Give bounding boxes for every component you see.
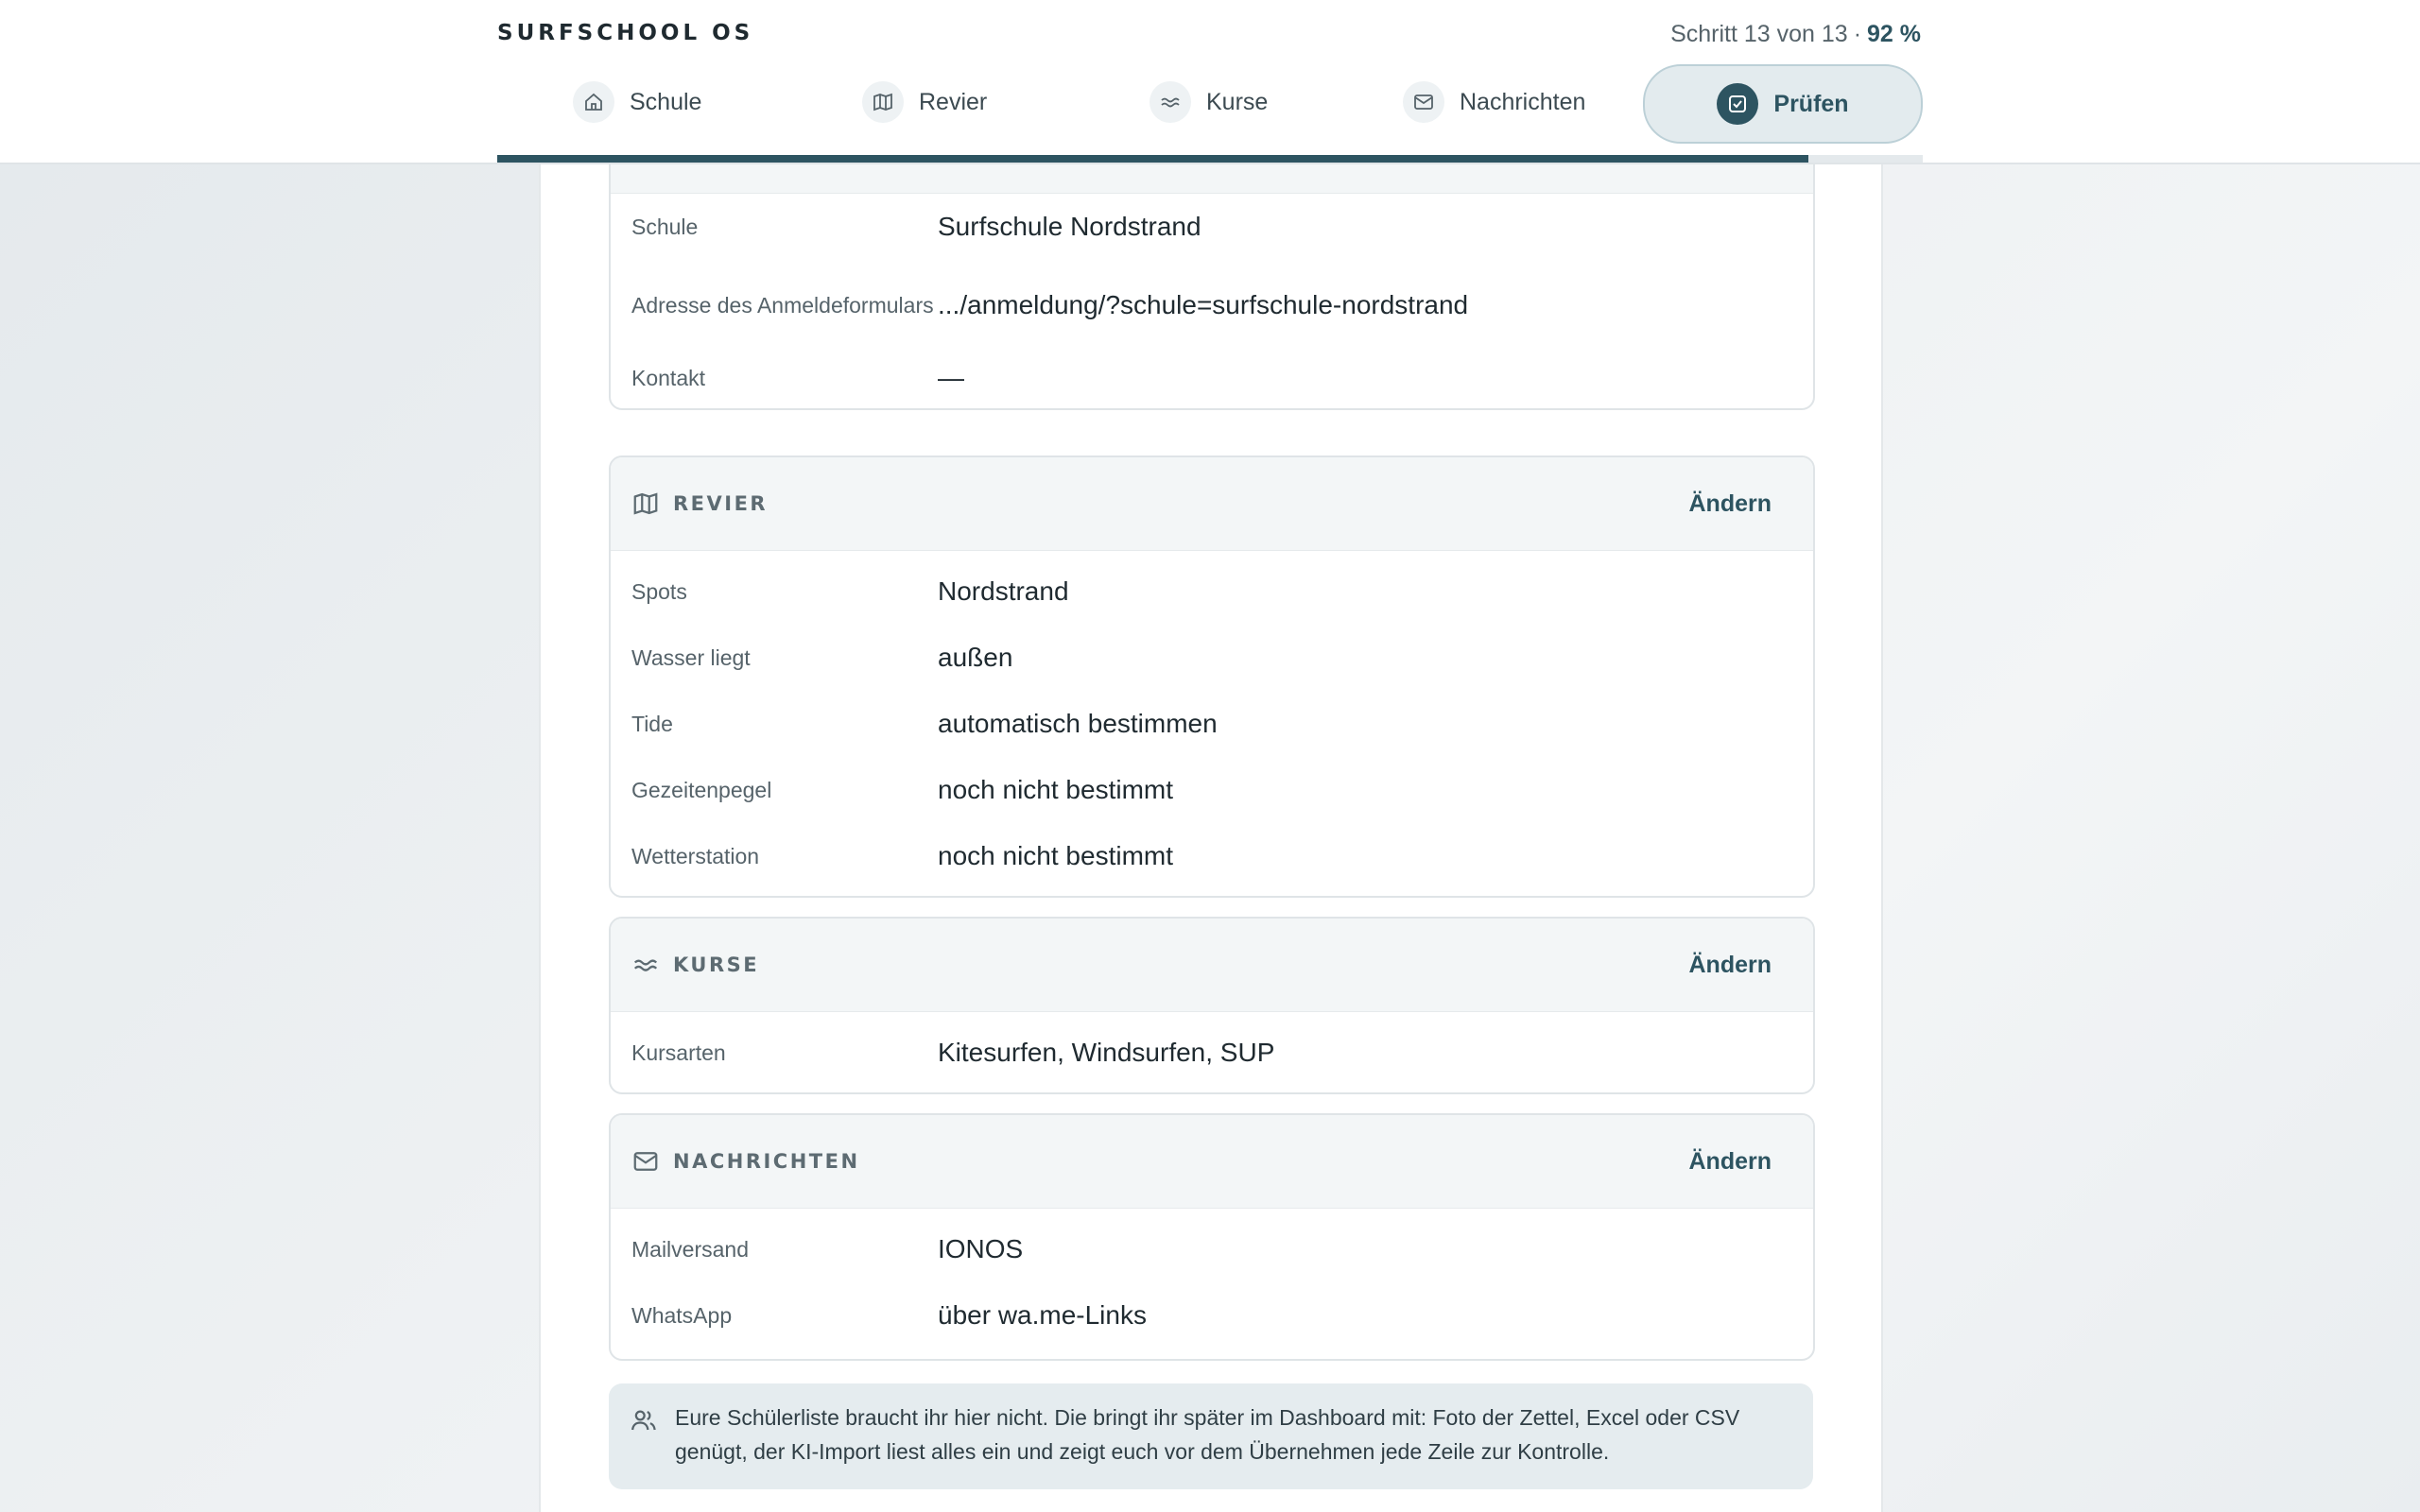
row-label: Tide — [631, 711, 673, 736]
row-label: WhatsApp — [631, 1302, 733, 1328]
nav-item-kurse[interactable] — [1150, 64, 1268, 140]
row-value: Kitesurfen, Windsurfen, SUP — [938, 1038, 1275, 1067]
card-title: KURSE — [673, 954, 760, 976]
row-label: Gezeitenpegel — [631, 777, 772, 802]
mail-icon — [631, 1147, 660, 1176]
summary-row — [611, 558, 1813, 625]
waves-icon — [1150, 81, 1191, 123]
edit-revier-button[interactable]: Ändern — [1688, 490, 1772, 517]
summary-row — [611, 1216, 1813, 1282]
edit-nachrichten-button[interactable]: Ändern — [1688, 1147, 1772, 1175]
nav-item-nachrichten[interactable] — [1403, 64, 1585, 140]
card-title: REVIER — [673, 492, 769, 515]
info-notice — [609, 1383, 1813, 1489]
summary-row — [611, 823, 1813, 889]
card-revier — [609, 455, 1815, 898]
step-text: Schritt 13 von 13 — [1670, 21, 1848, 47]
row-value: — — [938, 363, 964, 392]
step-separator: · — [1853, 21, 1862, 47]
card-schule — [609, 144, 1815, 410]
row-value: Surfschule Nordstrand — [938, 212, 1201, 241]
summary-row — [611, 194, 1813, 260]
wizard-nav — [497, 64, 1923, 142]
summary-row — [611, 691, 1813, 757]
mail-icon — [1403, 81, 1444, 123]
nav-item-schule[interactable] — [573, 64, 701, 140]
row-label: Mailversand — [631, 1236, 749, 1262]
nav-item-label: Revier — [919, 88, 988, 115]
nav-item-label: Nachrichten — [1460, 88, 1586, 115]
brand-logo: SURFSCHOOL OS — [497, 21, 754, 45]
nav-item-label: Schule — [630, 88, 702, 115]
nav-item-pruefen[interactable] — [1643, 64, 1923, 144]
row-value: außen — [938, 643, 1013, 672]
summary-row — [611, 1282, 1813, 1349]
row-value: über wa.me-Links — [938, 1300, 1147, 1330]
row-label: Kontakt — [631, 365, 705, 390]
row-label: Kursarten — [631, 1040, 726, 1065]
row-value: noch nicht bestimmt — [938, 841, 1173, 870]
summary-row — [611, 625, 1813, 691]
summary-row — [611, 260, 1813, 351]
edit-kurse-button[interactable]: Ändern — [1688, 951, 1772, 978]
row-value: automatisch bestimmen — [938, 709, 1218, 738]
map-icon — [862, 81, 904, 123]
card-head-nachrichten — [611, 1115, 1813, 1209]
step-indicator — [1670, 21, 1921, 48]
row-label: Wetterstation — [631, 843, 760, 868]
row-label: Spots — [631, 578, 687, 604]
card-head-kurse — [611, 919, 1813, 1012]
row-label: Schule — [631, 214, 699, 239]
row-value: noch nicht bestimmt — [938, 775, 1173, 804]
nav-item-label: Kurse — [1206, 88, 1269, 115]
card-head-revier — [611, 457, 1813, 551]
row-value: Nordstrand — [938, 576, 1069, 606]
row-value: IONOS — [938, 1234, 1024, 1263]
house-icon — [573, 81, 614, 123]
summary-row — [611, 757, 1813, 823]
nav-item-revier[interactable] — [862, 64, 987, 140]
review-page — [539, 163, 1883, 1512]
nav-item-label: Prüfen — [1773, 90, 1849, 117]
row-value: .../anmeldung/?schule=surfschule-nordstrand — [938, 290, 1469, 319]
progress-fill — [497, 155, 1808, 163]
progress-bar — [497, 155, 1923, 163]
summary-row — [611, 1020, 1813, 1086]
row-label: Wasser liegt — [631, 644, 751, 670]
top-bar — [0, 0, 2420, 164]
card-nachrichten — [609, 1113, 1815, 1361]
waves-icon — [631, 951, 660, 979]
card-kurse — [609, 917, 1815, 1094]
check-square-icon — [1717, 83, 1758, 125]
progress-percent: 92 % — [1867, 21, 1921, 47]
notice-text: Eure Schülerliste braucht ihr hier nicht. Die bringt ihr später im Dashboard mit: Foto der Zettel, Excel oder CSV genügt, der KI-Import liest alles ein und zeigt euch vor dem Übernehmen jede Zeile zur Kontrolle. — [675, 1405, 1740, 1464]
row-label: Adresse des Anmeldeformulars — [631, 292, 934, 318]
card-title: NACHRICHTEN — [673, 1150, 860, 1173]
summary-row — [611, 351, 1813, 405]
users-icon — [630, 1406, 658, 1435]
map-icon — [631, 490, 660, 518]
